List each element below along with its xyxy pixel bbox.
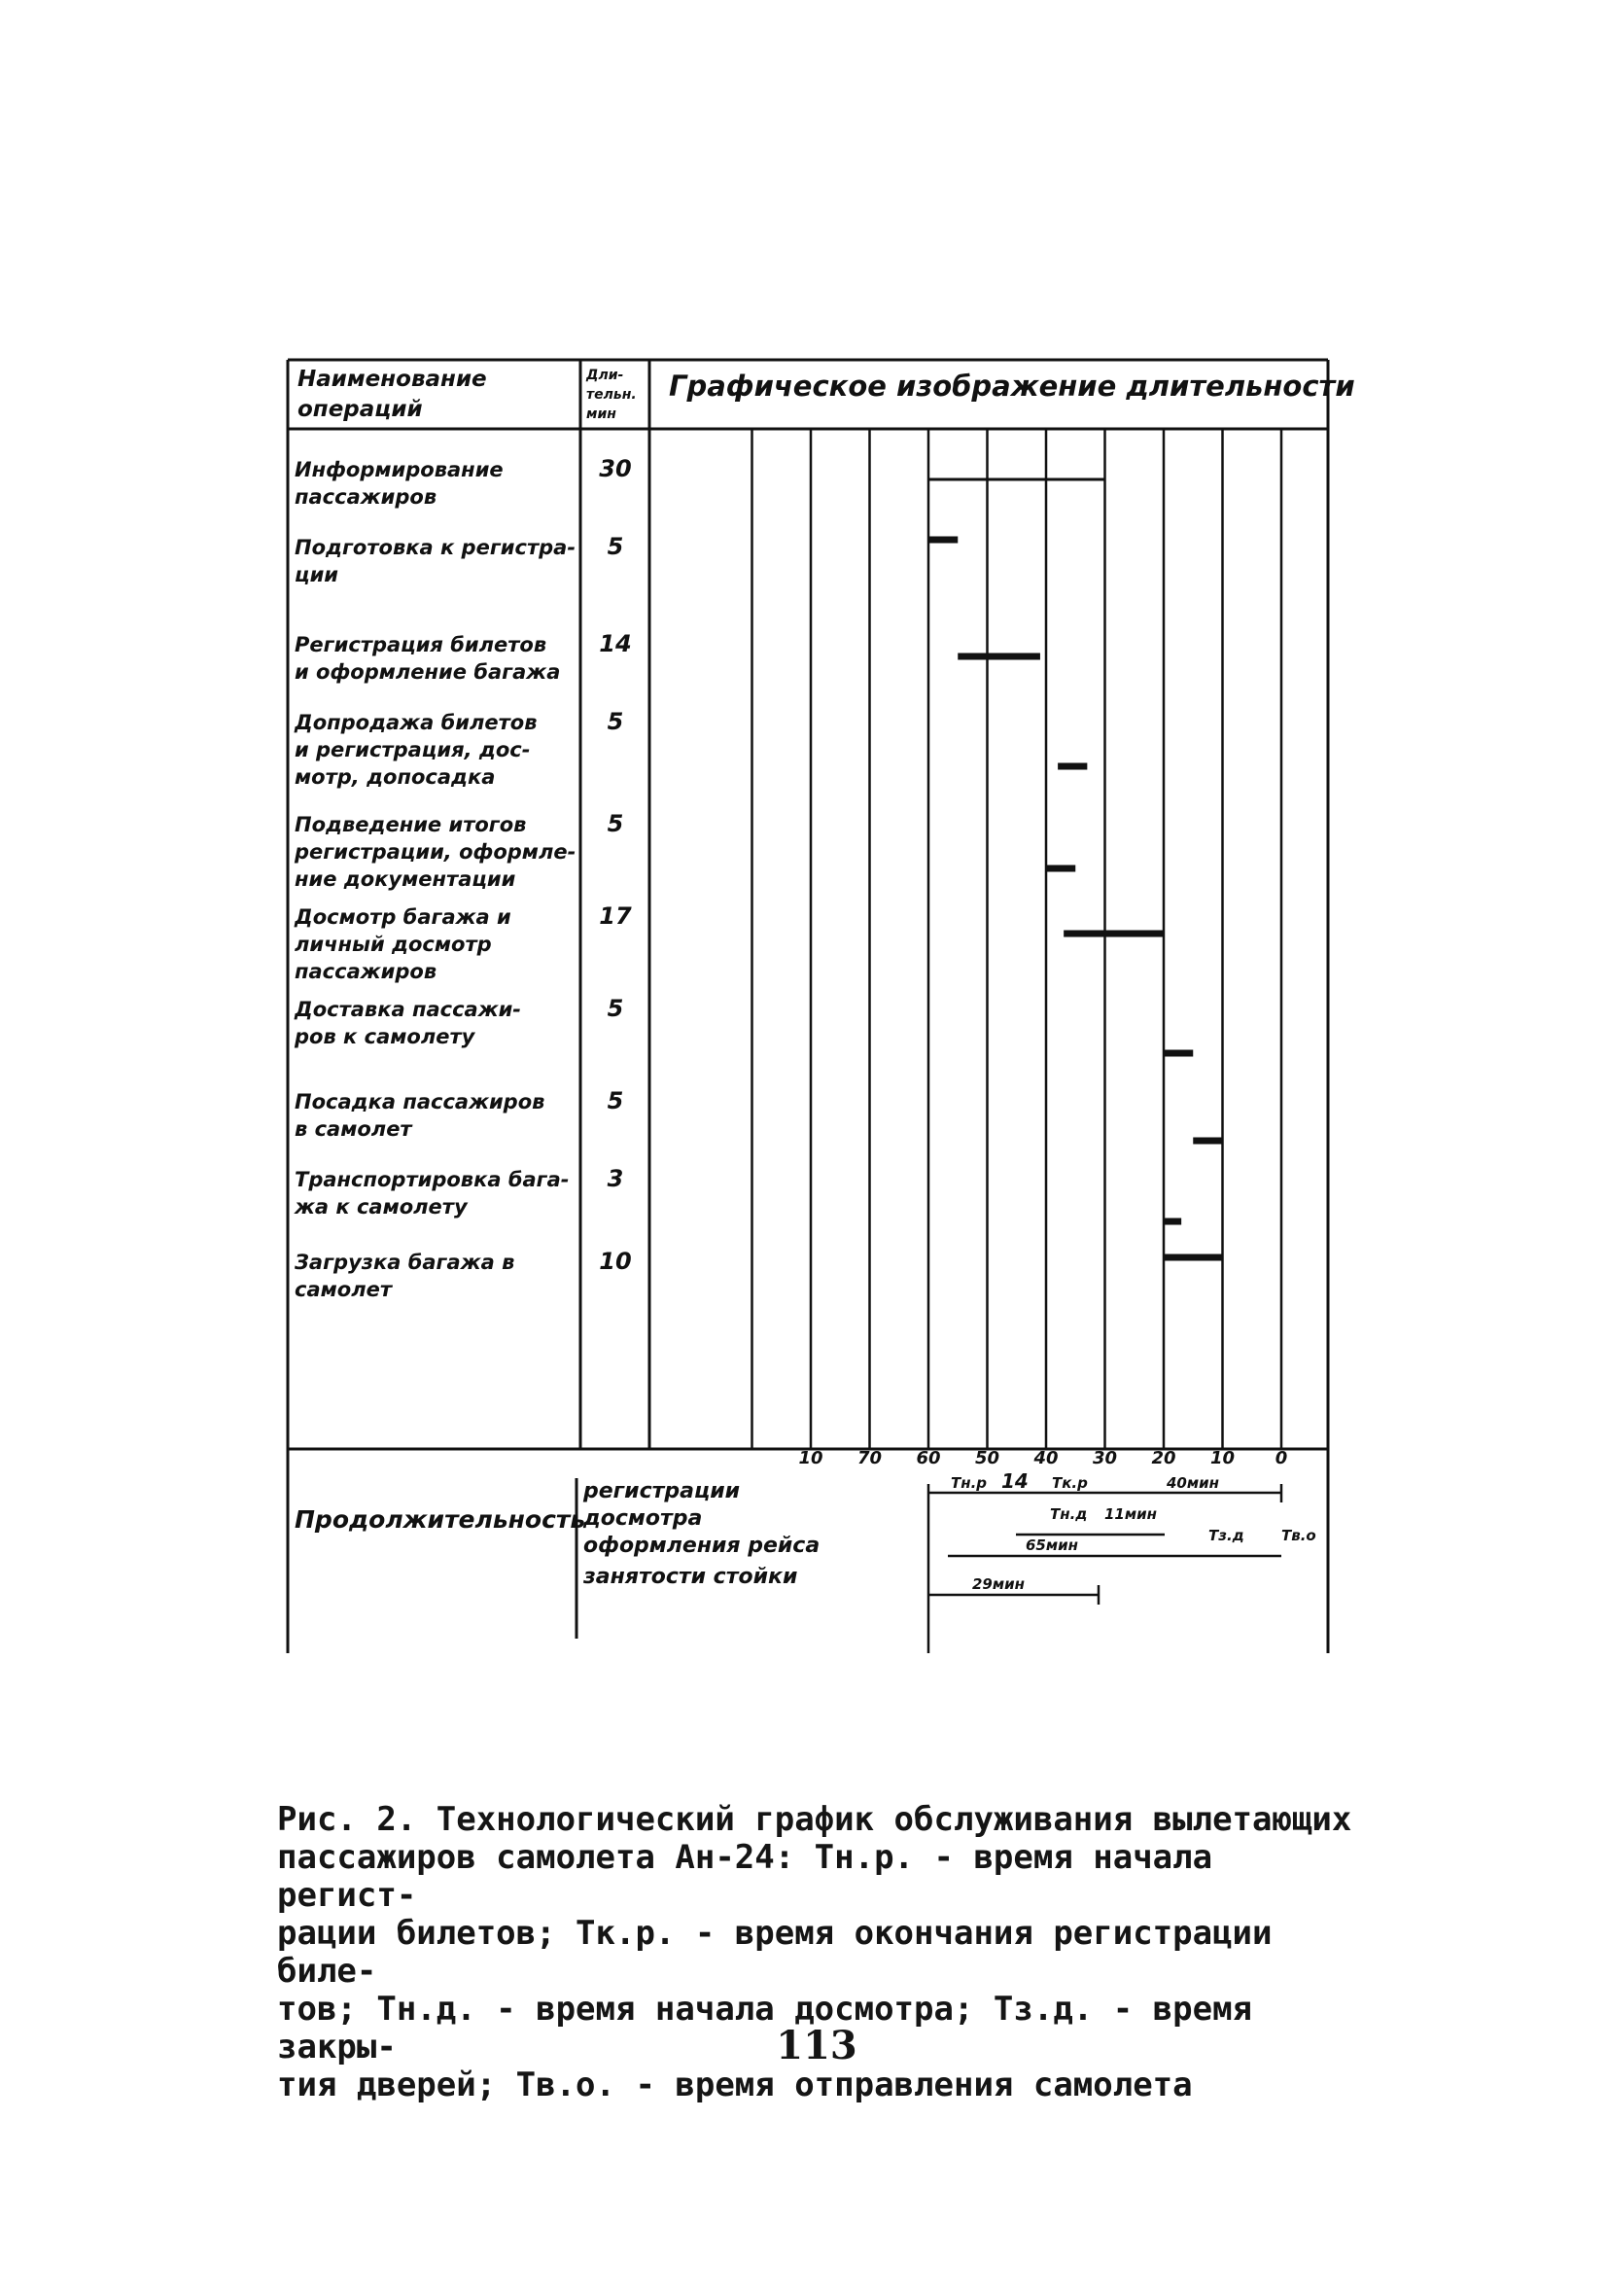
operation-duration: 10 bbox=[599, 1248, 632, 1275]
figure-caption: Рис. 2. Технологический график обслуживания вылетающих пассажиров самолета Ан-24: Тн.р. - время начала регист- рации билетов; Тк.р. - время окончания регистрации биле- тов; Тн.д. - время начала досмотра; Тз.д. - время закры- тия дверей; Тв.о. - время отправления самолета bbox=[277, 1800, 1352, 2104]
operation-name-line: мотр, допосадка bbox=[295, 765, 496, 789]
tick-label: 60 bbox=[916, 1448, 941, 1468]
operation-duration: 5 bbox=[607, 810, 624, 837]
header-operation-line1: Наименование bbox=[297, 367, 487, 392]
time-gridlines bbox=[752, 429, 1282, 1449]
tick-label: 50 bbox=[974, 1448, 1000, 1468]
tick-label: 30 bbox=[1092, 1448, 1118, 1468]
header-graphic: Графическое изображение длительности bbox=[669, 370, 1355, 403]
operation-name-line: пассажиров bbox=[295, 485, 437, 509]
summary-item-flight-processing: оформления рейса bbox=[583, 1534, 821, 1558]
operation-name-line: Регистрация билетов bbox=[295, 633, 547, 656]
label-tkr: Тк.р bbox=[1052, 1474, 1088, 1492]
operation-duration: 30 bbox=[599, 455, 632, 482]
label-tnr-minutes: 14 bbox=[1001, 1469, 1029, 1493]
label-tvo: Тв.о bbox=[1281, 1527, 1316, 1544]
operation-duration: 5 bbox=[607, 708, 624, 735]
tick-label: 40 bbox=[1033, 1448, 1059, 1468]
summary-item-inspection: досмотра bbox=[583, 1506, 703, 1531]
tick-label: 20 bbox=[1151, 1448, 1176, 1468]
operation-name-line: Подведение итогов bbox=[295, 813, 527, 836]
label-tnr: Тн.р bbox=[951, 1474, 988, 1492]
table-header bbox=[297, 367, 1355, 422]
tick-label: 10 bbox=[1209, 1448, 1236, 1468]
operation-name-line: самолет bbox=[295, 1278, 393, 1301]
operation-name-line: личный досмотр bbox=[295, 933, 492, 956]
operation-name-line: жа к самолету bbox=[295, 1195, 468, 1219]
summary-item-desk-occupancy: занятости стойки bbox=[583, 1565, 798, 1589]
time-axis-labels bbox=[798, 1448, 1287, 1468]
operation-name-line: Информирование bbox=[295, 458, 504, 481]
header-duration-line1: Дли- bbox=[586, 368, 624, 383]
label-inspection-minutes: 11мин bbox=[1104, 1505, 1158, 1523]
duration-bars bbox=[928, 479, 1223, 1257]
operation-name-line: Доставка пассажи- bbox=[295, 998, 522, 1021]
operation-name-line: ции bbox=[295, 563, 338, 586]
operation-duration: 5 bbox=[607, 533, 624, 560]
tick-label: 10 bbox=[798, 1448, 823, 1468]
operation-name-line: Посадка пассажиров bbox=[295, 1090, 545, 1113]
operation-duration: 17 bbox=[599, 902, 632, 930]
header-duration-line3: мин bbox=[586, 406, 616, 422]
label-registration-minutes: 40мин bbox=[1167, 1474, 1220, 1492]
operation-name-line: регистрации, оформле- bbox=[295, 840, 576, 864]
operation-name-line: Загрузка багажа в bbox=[295, 1251, 515, 1274]
operation-name-line: Транспортировка бага- bbox=[295, 1168, 570, 1191]
operation-name-line: в самолет bbox=[295, 1117, 412, 1141]
page-number: 113 bbox=[776, 2023, 857, 2068]
operation-name-line: пассажиров bbox=[295, 960, 437, 983]
operation-name-line: и регистрация, дос- bbox=[295, 738, 531, 761]
operation-name-line: и оформление багажа bbox=[295, 660, 561, 684]
summary-section bbox=[295, 1469, 1316, 1653]
label-flight-minutes: 65мин bbox=[1026, 1537, 1079, 1554]
operation-duration: 5 bbox=[607, 995, 624, 1022]
summary-item-registration: регистрации bbox=[583, 1479, 741, 1503]
operation-name-line: Допродажа билетов bbox=[295, 711, 538, 734]
operation-duration: 14 bbox=[599, 630, 632, 657]
operation-name-line: Досмотр багажа и bbox=[295, 905, 511, 929]
tick-label: 70 bbox=[856, 1448, 883, 1468]
tick-label: 0 bbox=[1275, 1448, 1288, 1468]
header-operation-line2: операций bbox=[297, 397, 423, 422]
operation-name-line: ров к самолету bbox=[295, 1025, 475, 1048]
header-duration-line2: тельн. bbox=[586, 387, 637, 403]
label-desk-minutes: 29мин bbox=[972, 1575, 1026, 1593]
label-tzd: Тз.д bbox=[1208, 1527, 1244, 1544]
label-tnd: Тн.д bbox=[1050, 1505, 1088, 1523]
operation-duration: 5 bbox=[607, 1087, 624, 1114]
operation-name-line: ние документации bbox=[295, 867, 516, 891]
operation-name-line: Подготовка к регистра- bbox=[295, 536, 576, 559]
summary-title: Продолжительность bbox=[295, 1505, 586, 1534]
operation-duration: 3 bbox=[607, 1165, 624, 1192]
